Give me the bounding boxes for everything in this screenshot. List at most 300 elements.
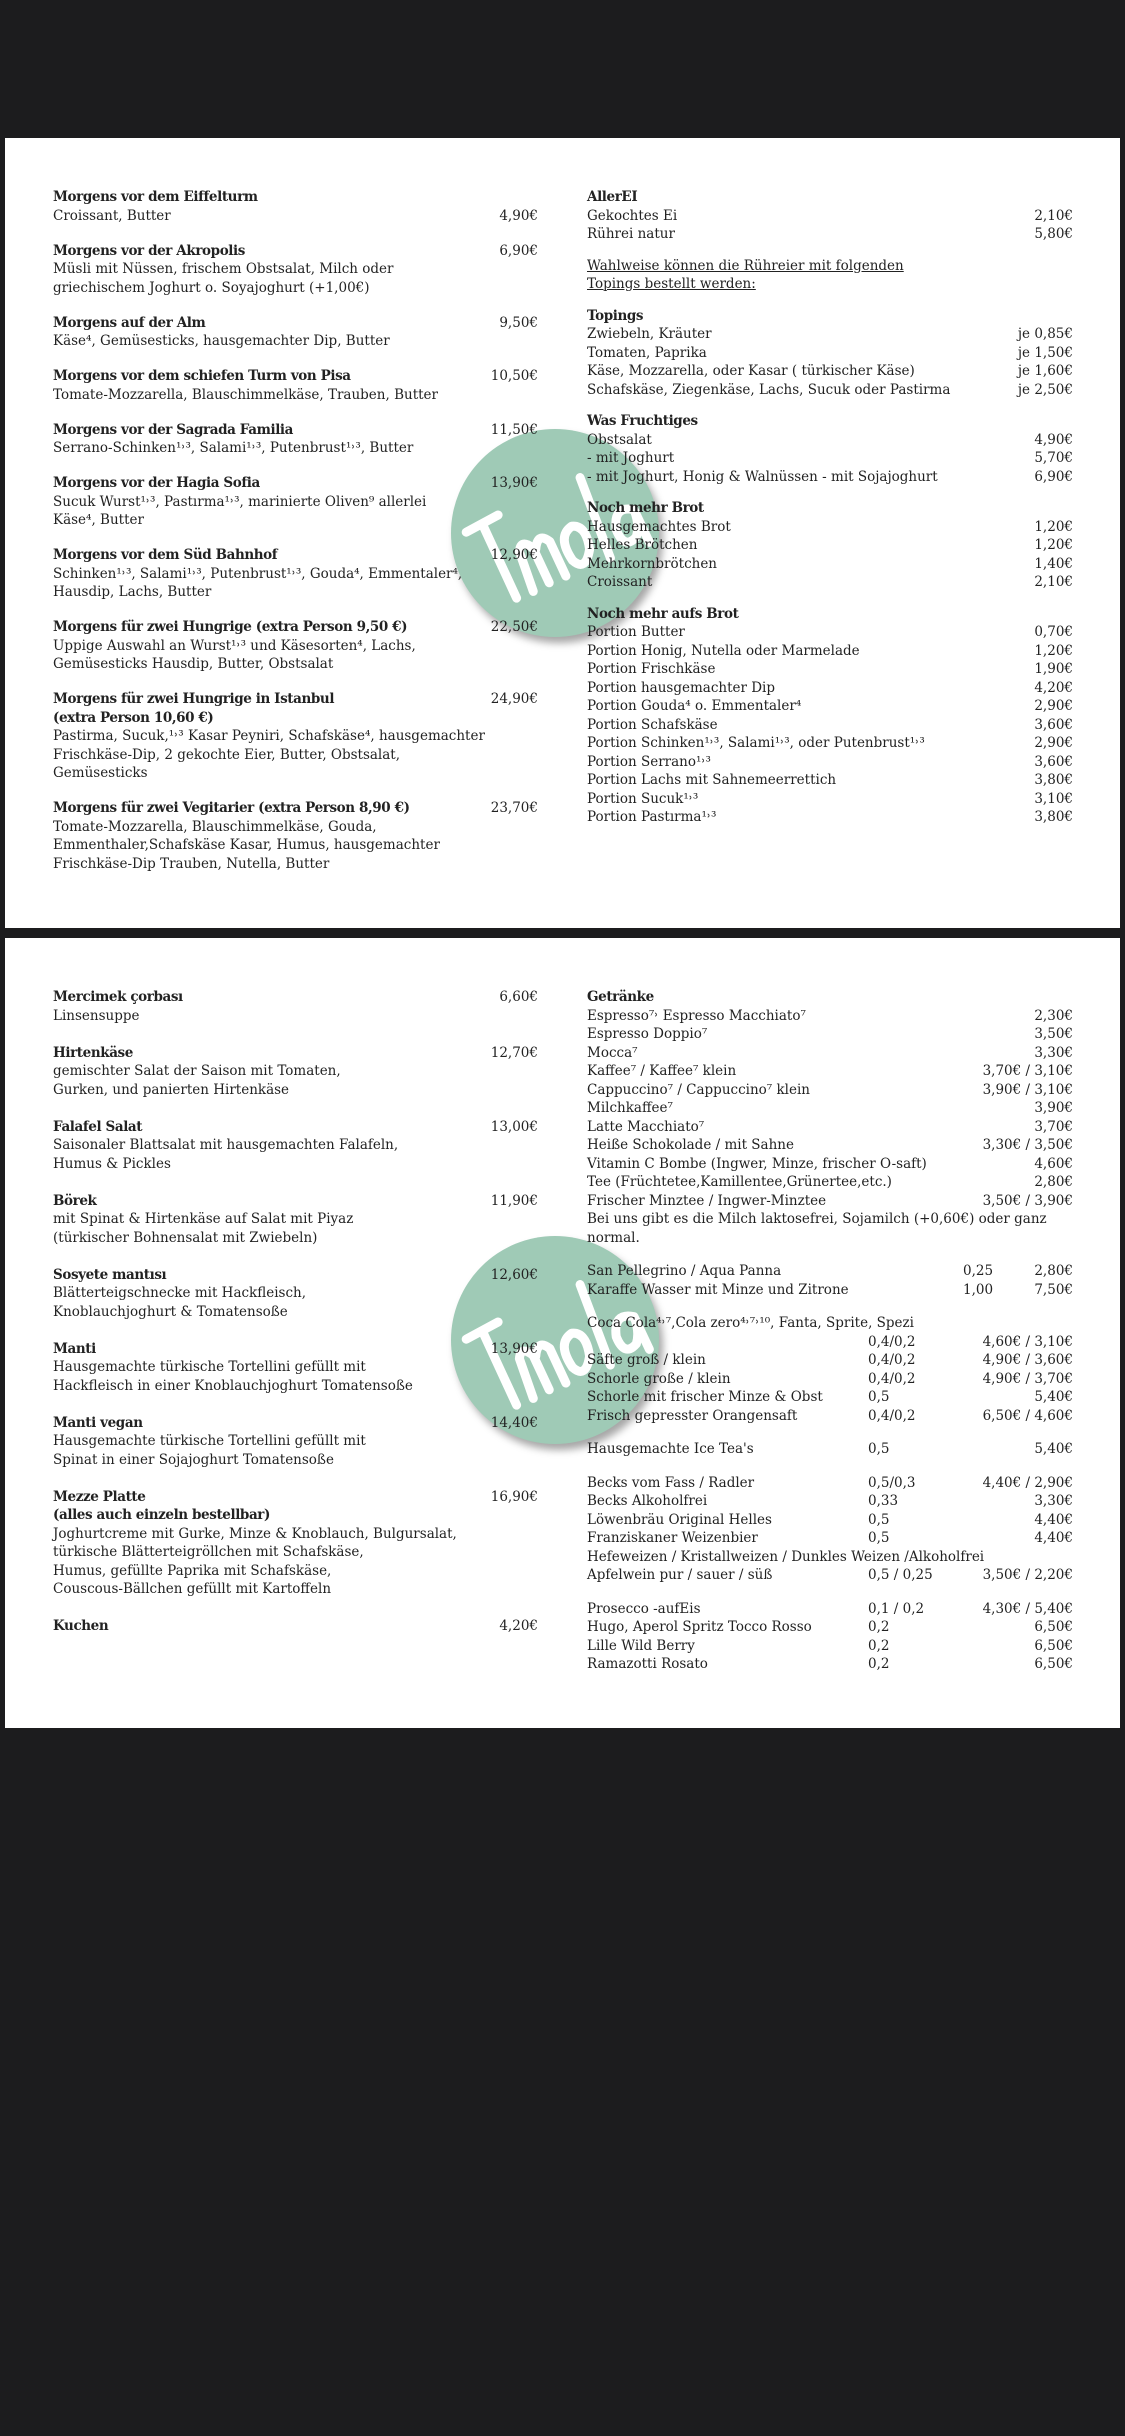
menu-section bbox=[587, 605, 1073, 827]
row-price: 1,20€ bbox=[1034, 642, 1073, 659]
item-header bbox=[53, 314, 538, 333]
drink-price: 3,50€ / 3,90€ bbox=[982, 1192, 1073, 1209]
description-text: Tomate-Mozzarella, Blauschimmelkäse, Gouda, bbox=[53, 818, 377, 835]
drink-price: 2,80€ bbox=[1034, 1174, 1073, 1190]
item-price: 13,00€ bbox=[490, 1118, 538, 1135]
item-description bbox=[53, 1155, 538, 1174]
row-name: Tomaten, Paprika bbox=[587, 344, 707, 361]
item-description bbox=[53, 1284, 538, 1303]
drink-volume: 1,00 bbox=[963, 1281, 994, 1298]
drink-price: 3,70€ / 3,10€ bbox=[982, 1063, 1073, 1079]
drink-volume: 0,5 / 0,25 bbox=[868, 1567, 933, 1583]
item-name: Morgens vor der Hagia Sofia bbox=[53, 475, 260, 491]
item-name: Mezze Platte bbox=[53, 1488, 146, 1505]
drink-name: Espresso Doppio⁷ bbox=[587, 1026, 708, 1042]
drink-volume: 0,33 bbox=[868, 1493, 899, 1509]
description-text: Frischkäse-Dip, 2 gekochte Eier, Butter, Obstsalat, bbox=[53, 746, 401, 763]
row-price: 1,40€ bbox=[1034, 555, 1073, 572]
description-text: Humus, gefüllte Paprika mit Schafskäse, bbox=[53, 1562, 332, 1579]
description-text: griechischem Joghurt o. Soyajoghurt (+1,00€) bbox=[53, 279, 370, 296]
price-row bbox=[587, 381, 1073, 400]
item-price: 11,90€ bbox=[490, 1192, 538, 1209]
description-text: Hausgemachte türkische Tortellini gefüllt mit bbox=[53, 1433, 366, 1449]
drink-row bbox=[587, 1388, 1073, 1407]
item-description bbox=[53, 260, 538, 279]
row-name: Portion Serrano¹˒³ bbox=[587, 753, 711, 770]
description-text: Hackfleisch in einer Knoblauchjoghurt Tomatensoße bbox=[53, 1377, 413, 1394]
menu-item bbox=[53, 690, 538, 783]
item-header bbox=[53, 1118, 538, 1137]
item-price: 12,60€ bbox=[490, 1266, 538, 1283]
price-row bbox=[587, 573, 1073, 592]
item-description bbox=[53, 1229, 538, 1248]
description-text: Knoblauchjoghurt & Tomatensoße bbox=[53, 1303, 288, 1320]
drink-volume: 0,2 bbox=[868, 1637, 890, 1654]
item-header bbox=[53, 1340, 538, 1359]
drink-volume: 0,1 / 0,2 bbox=[868, 1600, 925, 1617]
drink-name: Milchkaffee⁷ bbox=[587, 1100, 673, 1116]
drink-row bbox=[587, 1351, 1073, 1370]
item-name: Morgens vor dem Eiffelturm bbox=[53, 189, 258, 205]
row-price: 3,80€ bbox=[1034, 809, 1073, 825]
row-price: je 1,60€ bbox=[1017, 363, 1073, 379]
drinks-column bbox=[587, 988, 1073, 1689]
row-price: 2,90€ bbox=[1034, 735, 1073, 751]
drink-name: Hugo, Aperol Spritz Tocco Rosso bbox=[587, 1619, 812, 1635]
description-text: (türkischer Bohnensalat mit Zwiebeln) bbox=[53, 1229, 318, 1246]
drink-row bbox=[587, 1136, 1073, 1155]
menu-item bbox=[53, 1044, 538, 1100]
row-name: Hausgemachtes Brot bbox=[587, 518, 731, 535]
price-row bbox=[587, 753, 1073, 772]
drink-price: 3,90€ / 3,10€ bbox=[982, 1081, 1073, 1098]
item-price: 16,90€ bbox=[490, 1488, 538, 1505]
drink-name: San Pellegrino / Aqua Panna bbox=[587, 1263, 782, 1279]
item-description bbox=[53, 1580, 538, 1599]
drinks-block bbox=[587, 1007, 1073, 1248]
row-price: 2,10€ bbox=[1034, 207, 1073, 224]
item-price: 13,90€ bbox=[490, 475, 538, 491]
item-description bbox=[53, 1081, 538, 1100]
item-description bbox=[53, 1543, 538, 1562]
row-price: 1,20€ bbox=[1034, 537, 1073, 553]
menu-item bbox=[53, 1617, 538, 1636]
row-name: Mehrkornbrötchen bbox=[587, 555, 718, 572]
item-subtitle: (alles auch einzeln bestellbar) bbox=[53, 1507, 271, 1523]
item-header bbox=[53, 1192, 538, 1211]
row-price: 5,80€ bbox=[1034, 226, 1073, 242]
drink-name: Mocca⁷ bbox=[587, 1044, 638, 1061]
drink-volume: 0,4/0,2 bbox=[868, 1333, 916, 1350]
price-row bbox=[587, 808, 1073, 827]
item-price: 9,50€ bbox=[499, 314, 538, 331]
description-text: türkische Blätterteigröllchen mit Schafskäse, bbox=[53, 1544, 364, 1560]
drink-price: 4,40€ bbox=[1034, 1511, 1073, 1528]
item-price: 24,90€ bbox=[490, 691, 538, 707]
row-name: Schafskäse, Ziegenkäse, Lachs, Sucuk oder Pastirma bbox=[587, 381, 951, 398]
drink-price: 3,50€ bbox=[1034, 1026, 1073, 1042]
drink-row bbox=[587, 1173, 1073, 1192]
description-text: Hausdip, Lachs, Butter bbox=[53, 584, 212, 600]
item-description bbox=[53, 565, 538, 584]
price-row bbox=[587, 790, 1073, 809]
menu-item bbox=[53, 1118, 538, 1174]
drink-price: 4,30€ / 5,40€ bbox=[982, 1600, 1073, 1617]
item-description bbox=[53, 1377, 538, 1396]
drink-row bbox=[587, 1081, 1073, 1100]
drink-price: 3,90€ bbox=[1034, 1100, 1073, 1116]
menu-item bbox=[53, 474, 538, 530]
drink-name: Karaffe Wasser mit Minze und Zitrone bbox=[587, 1281, 849, 1298]
description-text: Humus & Pickles bbox=[53, 1155, 171, 1172]
drink-name: Franziskaner Weizenbier bbox=[587, 1530, 758, 1546]
item-description bbox=[53, 279, 538, 298]
item-description bbox=[53, 493, 538, 512]
item-name: Manti vegan bbox=[53, 1414, 143, 1431]
item-price: 12,90€ bbox=[490, 547, 538, 563]
item-name: Hirtenkäse bbox=[53, 1044, 133, 1061]
menu-item bbox=[53, 546, 538, 602]
row-name: Portion Schafskäse bbox=[587, 716, 718, 733]
drink-name: Frischer Minztee / Ingwer-Minztee bbox=[587, 1192, 827, 1209]
item-description bbox=[53, 1136, 538, 1155]
drink-row bbox=[587, 1314, 1073, 1333]
section-heading: Was Fruchtiges bbox=[587, 413, 698, 429]
drink-name: Latte Macchiato⁷ bbox=[587, 1118, 705, 1135]
drink-row bbox=[587, 1007, 1073, 1026]
menu-item bbox=[53, 1488, 538, 1599]
item-description bbox=[53, 1562, 538, 1581]
drink-row bbox=[587, 1333, 1073, 1352]
row-price: 4,20€ bbox=[1034, 679, 1073, 696]
item-header bbox=[53, 1414, 538, 1433]
price-row bbox=[587, 734, 1073, 753]
description-text: Frischkäse-Dip Trauben, Nutella, Butter bbox=[53, 855, 330, 872]
row-name: Portion Gouda⁴ o. Emmentaler⁴ bbox=[587, 698, 802, 714]
item-header bbox=[53, 1488, 538, 1507]
price-row bbox=[587, 642, 1073, 661]
drink-price: 6,50€ / 4,60€ bbox=[982, 1407, 1073, 1424]
item-description bbox=[53, 332, 538, 351]
drinks-block bbox=[587, 1262, 1073, 1299]
section-note: Wahlweise können die Rühreier mit folgenden bbox=[587, 257, 904, 274]
drinks-block bbox=[587, 1314, 1073, 1425]
menu-item bbox=[53, 367, 538, 404]
drinks-block bbox=[587, 1440, 1073, 1459]
drink-name: Becks Alkoholfrei bbox=[587, 1493, 708, 1509]
item-description bbox=[53, 764, 538, 783]
item-description bbox=[53, 386, 538, 405]
item-price: 23,70€ bbox=[490, 800, 538, 816]
drink-name: Kaffee⁷ / Kaffee⁷ klein bbox=[587, 1063, 737, 1079]
item-description bbox=[53, 727, 538, 746]
description-text: Spinat in einer Sojajoghurt Tomatensoße bbox=[53, 1451, 334, 1468]
item-name: Morgens auf der Alm bbox=[53, 314, 206, 331]
description-text: Blätterteigschnecke mit Hackfleisch, bbox=[53, 1285, 307, 1301]
price-row bbox=[587, 518, 1073, 537]
item-description bbox=[53, 818, 538, 837]
row-name: Portion Sucuk¹˒³ bbox=[587, 790, 699, 807]
item-price: 14,40€ bbox=[490, 1414, 538, 1431]
row-name: - mit Joghurt bbox=[587, 450, 675, 466]
item-header bbox=[53, 1044, 538, 1063]
drink-volume: 0,4/0,2 bbox=[868, 1352, 916, 1368]
menu-item bbox=[53, 618, 538, 674]
drink-row bbox=[587, 1440, 1073, 1459]
menu-item bbox=[53, 242, 538, 298]
drinks-heading: Getränke bbox=[587, 989, 654, 1005]
price-row bbox=[587, 623, 1073, 642]
drink-row bbox=[587, 1192, 1073, 1211]
row-price: 4,90€ bbox=[1034, 431, 1073, 448]
drink-volume: 0,4/0,2 bbox=[868, 1407, 916, 1424]
drink-row bbox=[587, 1492, 1073, 1511]
menu-item bbox=[53, 1192, 538, 1248]
price-row bbox=[587, 536, 1073, 555]
drink-price: 3,30€ bbox=[1034, 1044, 1073, 1061]
row-name: Portion Schinken¹˒³, Salami¹˒³, oder Putenbrust¹˒³ bbox=[587, 735, 925, 751]
drink-row bbox=[587, 1262, 1073, 1281]
item-subtitle: (extra Person 10,60 €) bbox=[53, 709, 214, 726]
item-header bbox=[53, 799, 538, 818]
drink-volume: 0,5/0,3 bbox=[868, 1474, 916, 1491]
drink-price: 6,50€ bbox=[1034, 1619, 1073, 1635]
description-text: Müsli mit Nüssen, frischem Obstsalat, Milch oder bbox=[53, 261, 394, 277]
row-price: 5,70€ bbox=[1034, 450, 1073, 466]
row-name: Zwiebeln, Kräuter bbox=[587, 326, 712, 342]
item-description bbox=[53, 439, 538, 458]
drink-name: Schorle mit frischer Minze & Obst bbox=[587, 1389, 823, 1405]
drink-price: 3,30€ bbox=[1034, 1493, 1073, 1509]
price-row bbox=[587, 679, 1073, 698]
item-name: Manti bbox=[53, 1340, 96, 1357]
item-description bbox=[53, 746, 538, 765]
drink-price: 4,40€ / 2,90€ bbox=[982, 1474, 1073, 1491]
price-row bbox=[587, 771, 1073, 790]
breakfast-column bbox=[53, 188, 538, 890]
row-name: Gekochtes Ei bbox=[587, 207, 678, 224]
description-text: Hausgemachte türkische Tortellini gefüllt mit bbox=[53, 1359, 366, 1375]
drink-name: Löwenbräu Original Helles bbox=[587, 1511, 772, 1528]
dishes-column bbox=[53, 988, 538, 1654]
drink-price: 3,50€ / 2,20€ bbox=[982, 1567, 1073, 1583]
description-text: Croissant, Butter bbox=[53, 207, 171, 224]
item-header bbox=[53, 690, 538, 709]
drink-name: Säfte groß / klein bbox=[587, 1352, 706, 1368]
drink-volume: 0,2 bbox=[868, 1656, 890, 1672]
drink-name: Hefeweizen / Kristallweizen / Dunkles Weizen /Alkoholfrei bbox=[587, 1548, 985, 1565]
row-name: Rührei natur bbox=[587, 226, 675, 242]
drink-name: Hausgemachte Ice Tea's bbox=[587, 1441, 754, 1457]
description-text: Couscous-Bällchen gefüllt mit Kartoffeln bbox=[53, 1581, 332, 1597]
item-header bbox=[53, 421, 538, 440]
row-name: Helles Brötchen bbox=[587, 537, 698, 553]
drink-name: Lille Wild Berry bbox=[587, 1637, 695, 1654]
drinks-block bbox=[587, 1600, 1073, 1674]
drink-name: Tee (Früchtetee,Kamillentee,Grünertee,etc.) bbox=[587, 1174, 892, 1190]
drink-name: Heiße Schokolade / mit Sahne bbox=[587, 1137, 794, 1153]
description-text: Pastirma, Sucuk,¹˒³ Kasar Peyniri, Schafskäse⁴, hausgemachter bbox=[53, 728, 485, 744]
drink-price: 4,90€ / 3,60€ bbox=[982, 1352, 1073, 1368]
price-row bbox=[587, 660, 1073, 679]
item-header bbox=[53, 474, 538, 493]
row-price: 3,60€ bbox=[1034, 753, 1073, 770]
item-description bbox=[53, 1525, 538, 1544]
item-header bbox=[53, 242, 538, 261]
description-text: Tomate-Mozzarella, Blauschimmelkäse, Trauben, Butter bbox=[53, 386, 438, 403]
item-header bbox=[53, 988, 538, 1007]
menu-item bbox=[53, 421, 538, 458]
drink-row bbox=[587, 1099, 1073, 1118]
description-text: Saisonaler Blattsalat mit hausgemachten Falafeln, bbox=[53, 1137, 399, 1153]
drink-name: Apfelwein pur / sauer / süß bbox=[587, 1567, 773, 1583]
item-description bbox=[53, 1451, 538, 1470]
item-name: Morgens für zwei Hungrige in Istanbul bbox=[53, 691, 335, 707]
drink-volume: 0,5 bbox=[868, 1441, 890, 1457]
item-header bbox=[53, 618, 538, 637]
section-heading: AllerEI bbox=[587, 189, 638, 205]
item-price: 6,60€ bbox=[499, 989, 538, 1005]
item-price: 10,50€ bbox=[490, 368, 538, 384]
section-note: Topings bestellt werden: bbox=[587, 276, 756, 292]
drink-row bbox=[587, 1370, 1073, 1389]
item-price: 12,70€ bbox=[490, 1044, 538, 1061]
price-row bbox=[587, 555, 1073, 574]
menu-item bbox=[53, 188, 538, 225]
drink-name: Vitamin C Bombe (Ingwer, Minze, frischer O-saft) bbox=[587, 1155, 927, 1172]
item-name: Falafel Salat bbox=[53, 1118, 143, 1135]
item-price: 13,90€ bbox=[490, 1340, 538, 1357]
item-description bbox=[53, 655, 538, 674]
drink-row bbox=[587, 1281, 1073, 1300]
item-name: Kuchen bbox=[53, 1618, 109, 1634]
drink-volume: 0,4/0,2 bbox=[868, 1370, 916, 1387]
drink-row bbox=[587, 1044, 1073, 1063]
drink-price: 3,30€ / 3,50€ bbox=[982, 1137, 1073, 1153]
menu-page-food-drinks bbox=[5, 938, 1120, 1728]
drink-row bbox=[587, 1062, 1073, 1081]
price-row bbox=[587, 697, 1073, 716]
description-text: Sucuk Wurst¹˒³, Pastırma¹˒³, marinierte Oliven⁹ allerlei bbox=[53, 493, 427, 510]
item-price: 11,50€ bbox=[490, 421, 538, 438]
price-row bbox=[587, 449, 1073, 468]
item-description bbox=[53, 1210, 538, 1229]
item-name: Börek bbox=[53, 1192, 97, 1209]
menu-item bbox=[53, 314, 538, 351]
item-name: Morgens vor der Sagrada Familia bbox=[53, 421, 294, 438]
drink-price: 2,80€ bbox=[1034, 1263, 1073, 1279]
description-text: Gemüsesticks Hausdip, Butter, Obstsalat bbox=[53, 656, 334, 672]
drink-row bbox=[587, 1511, 1073, 1530]
description-text: gemischter Salat der Saison mit Tomaten, bbox=[53, 1063, 341, 1079]
drink-row bbox=[587, 1618, 1073, 1637]
item-name: Mercimek çorbası bbox=[53, 989, 183, 1005]
drink-volume: 0,5 bbox=[868, 1389, 890, 1405]
menu-item bbox=[53, 1340, 538, 1396]
extras-column bbox=[587, 188, 1073, 840]
drinks-note: Bei uns gibt es die Milch laktosefrei, Sojamilch (+0,60€) oder ganz normal. bbox=[587, 1211, 1047, 1246]
drink-price: 7,50€ bbox=[1034, 1281, 1073, 1298]
row-price: 3,10€ bbox=[1034, 790, 1073, 807]
menu-item bbox=[53, 988, 538, 1025]
drink-price: 4,60€ / 3,10€ bbox=[982, 1333, 1073, 1350]
row-price: 1,90€ bbox=[1034, 661, 1073, 677]
description-text: Joghurtcreme mit Gurke, Minze & Knoblauch, Bulgursalat, bbox=[53, 1525, 457, 1542]
row-name: Croissant bbox=[587, 574, 653, 590]
drink-row bbox=[587, 1566, 1073, 1585]
item-description bbox=[53, 1358, 538, 1377]
section-heading: Noch mehr aufs Brot bbox=[587, 605, 739, 622]
item-header bbox=[53, 546, 538, 565]
menu-section bbox=[587, 307, 1073, 400]
item-description bbox=[53, 1062, 538, 1081]
drink-price: 6,50€ bbox=[1034, 1637, 1073, 1654]
item-description bbox=[53, 855, 538, 874]
row-price: je 2,50€ bbox=[1017, 381, 1073, 398]
menu-section bbox=[587, 499, 1073, 592]
section-heading: Topings bbox=[587, 307, 644, 324]
row-price: 0,70€ bbox=[1034, 624, 1073, 640]
drink-name: Frisch gepresster Orangensaft bbox=[587, 1407, 798, 1424]
description-text: Gemüsesticks bbox=[53, 765, 148, 781]
row-price: 6,90€ bbox=[1034, 468, 1073, 485]
price-row bbox=[587, 225, 1073, 244]
drink-price: 4,60€ bbox=[1034, 1155, 1073, 1172]
item-header bbox=[53, 1617, 538, 1636]
row-name: Portion Frischkäse bbox=[587, 661, 716, 677]
price-row bbox=[587, 362, 1073, 381]
price-row bbox=[587, 344, 1073, 363]
row-name: Portion Lachs mit Sahnemeerrettich bbox=[587, 772, 837, 788]
menu-section bbox=[587, 257, 1073, 294]
row-name: Portion hausgemachter Dip bbox=[587, 679, 776, 696]
item-price: 22,50€ bbox=[490, 619, 538, 635]
menu-item bbox=[53, 1266, 538, 1322]
price-row bbox=[587, 468, 1073, 487]
price-row bbox=[587, 325, 1073, 344]
drink-name: Espresso⁷˒ Espresso Macchiato⁷ bbox=[587, 1007, 806, 1024]
price-row bbox=[587, 431, 1073, 450]
drink-price: 2,30€ bbox=[1034, 1007, 1073, 1024]
drink-volume: 0,5 bbox=[868, 1530, 890, 1546]
drink-row bbox=[587, 1155, 1073, 1174]
item-name: Morgens vor dem Süd Bahnhof bbox=[53, 547, 278, 563]
drink-row bbox=[587, 1529, 1073, 1548]
description-text: Emmenthaler,Schafskäse Kasar, Humus, hausgemachter bbox=[53, 837, 440, 853]
drink-name: Becks vom Fass / Radler bbox=[587, 1474, 755, 1491]
drink-row bbox=[587, 1637, 1073, 1656]
row-name: Portion Pastırma¹˒³ bbox=[587, 809, 717, 825]
item-description bbox=[53, 1303, 538, 1322]
drink-name: Cappuccino⁷ / Cappuccino⁷ klein bbox=[587, 1081, 810, 1098]
drink-row bbox=[587, 1025, 1073, 1044]
menu-section bbox=[587, 188, 1073, 244]
item-description bbox=[53, 511, 538, 530]
description-text: Käse⁴, Gemüsesticks, hausgemachter Dip, Butter bbox=[53, 333, 390, 349]
item-name: Morgens vor der Akropolis bbox=[53, 242, 245, 259]
item-header bbox=[53, 367, 538, 386]
row-name: - mit Joghurt, Honig & Walnüssen - mit Sojajoghurt bbox=[587, 468, 938, 485]
menu-page-breakfast bbox=[5, 138, 1120, 928]
drink-volume: 0,25 bbox=[963, 1263, 994, 1279]
drink-name: Coca Cola⁴˒⁷,Cola zero⁴˒⁷˒¹⁰, Fanta, Sprite, Spezi bbox=[587, 1315, 914, 1331]
item-price: 6,90€ bbox=[499, 242, 538, 259]
drink-row bbox=[587, 1600, 1073, 1619]
item-name: Morgens für zwei Vegitarier (extra Person 8,90 €) bbox=[53, 800, 410, 816]
row-name: Portion Honig, Nutella oder Marmelade bbox=[587, 642, 860, 659]
item-name: Morgens vor dem schiefen Turm von Pisa bbox=[53, 368, 351, 384]
item-name: Sosyete mantısı bbox=[53, 1266, 167, 1283]
